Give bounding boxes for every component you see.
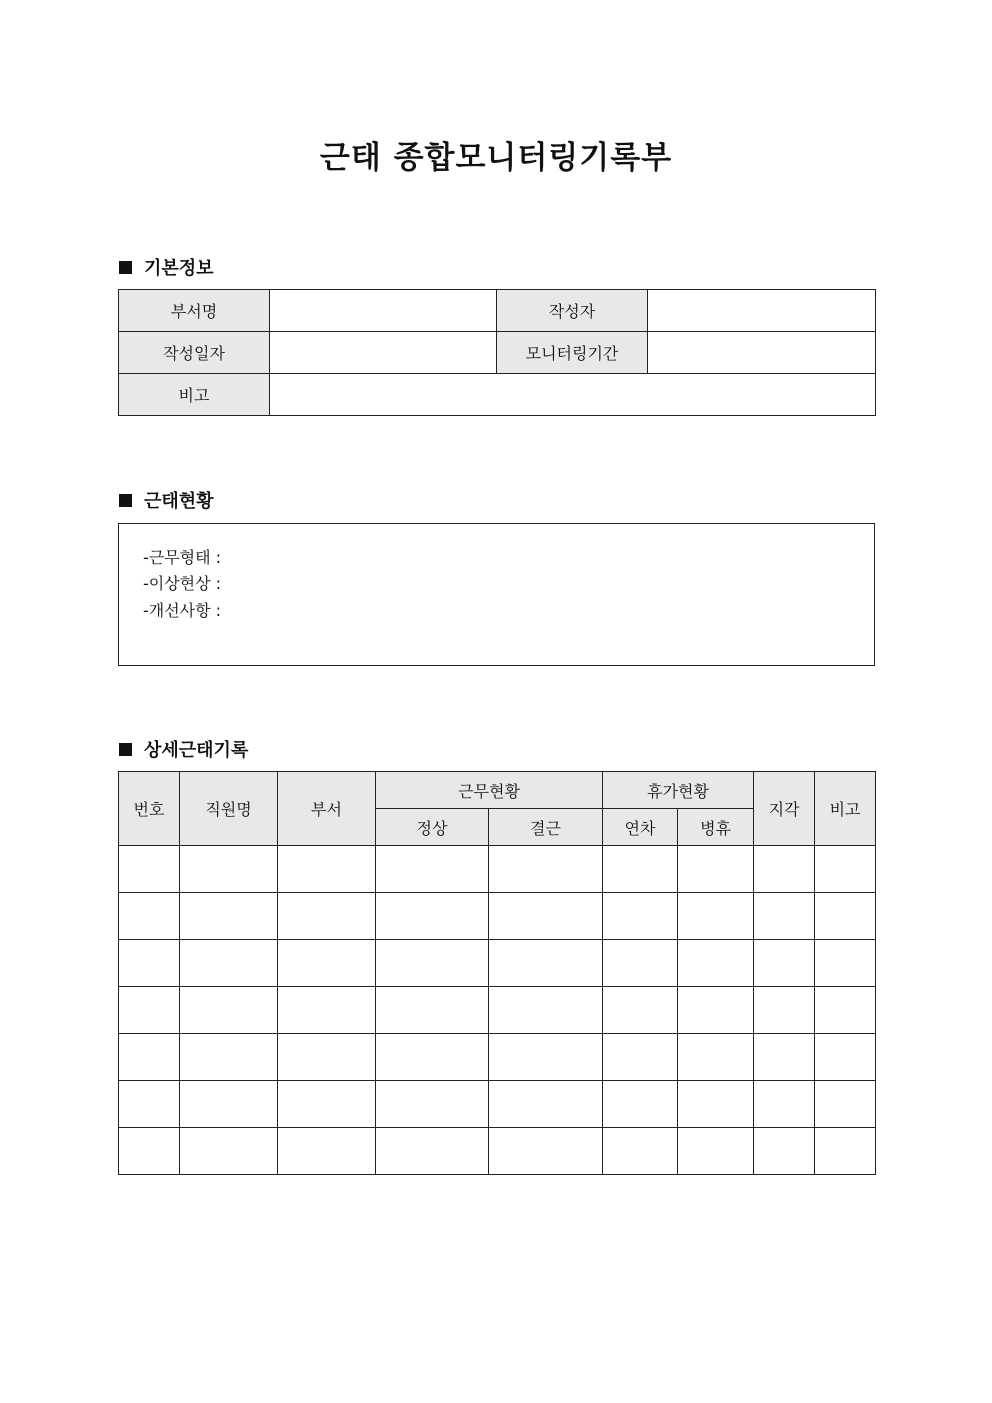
cell-sick[interactable] (678, 1081, 754, 1128)
table-row (119, 987, 876, 1034)
table-row (119, 846, 876, 893)
cell-absent[interactable] (489, 1081, 603, 1128)
table-row (119, 893, 876, 940)
cell-normal[interactable] (376, 1034, 489, 1081)
cell-absent[interactable] (489, 1034, 603, 1081)
header-dept: 부서 (278, 772, 376, 846)
cell-note[interactable] (815, 987, 876, 1034)
cell-no[interactable] (119, 987, 180, 1034)
header-sick: 병휴 (678, 809, 754, 846)
cell-absent[interactable] (489, 987, 603, 1034)
cell-late[interactable] (754, 940, 815, 987)
header-annual: 연차 (603, 809, 678, 846)
section-title-text: 상세근태기록 (144, 740, 249, 761)
cell-sick[interactable] (678, 987, 754, 1034)
cell-no[interactable] (119, 846, 180, 893)
cell-normal[interactable] (376, 940, 489, 987)
date-field[interactable] (270, 332, 497, 374)
cell-normal[interactable] (376, 846, 489, 893)
cell-name[interactable] (180, 987, 278, 1034)
cell-note[interactable] (815, 846, 876, 893)
period-field[interactable] (648, 332, 876, 374)
cell-name[interactable] (180, 1128, 278, 1175)
basic-info-table (118, 289, 876, 416)
cell-late[interactable] (754, 1128, 815, 1175)
page-title: 근태 종합모니터링기록부 (319, 140, 673, 176)
square-bullet-icon (119, 743, 132, 756)
header-work-status: 근무현황 (376, 772, 603, 809)
header-name: 직원명 (180, 772, 278, 846)
header-absent: 결근 (489, 809, 603, 846)
cell-no[interactable] (119, 1034, 180, 1081)
section-title-detail (119, 736, 248, 762)
cell-normal[interactable] (376, 987, 489, 1034)
dept-label: 부서명 (119, 290, 270, 332)
cell-normal[interactable] (376, 893, 489, 940)
cell-no[interactable] (119, 1128, 180, 1175)
writer-field[interactable] (648, 290, 876, 332)
cell-dept[interactable] (278, 893, 376, 940)
cell-absent[interactable] (489, 1128, 603, 1175)
section-title-text: 기본정보 (144, 258, 214, 279)
cell-dept[interactable] (278, 1128, 376, 1175)
table-row (119, 1128, 876, 1175)
section-title-text: 근태현황 (144, 491, 214, 512)
section-title-basic-info (119, 254, 214, 280)
cell-annual[interactable] (603, 1081, 678, 1128)
date-label: 작성일자 (119, 332, 270, 374)
cell-name[interactable] (180, 846, 278, 893)
cell-late[interactable] (754, 893, 815, 940)
table-row (119, 940, 876, 987)
cell-annual[interactable] (603, 940, 678, 987)
cell-annual[interactable] (603, 1128, 678, 1175)
cell-absent[interactable] (489, 846, 603, 893)
cell-name[interactable] (180, 1034, 278, 1081)
cell-annual[interactable] (603, 1034, 678, 1081)
note-field[interactable] (270, 374, 876, 416)
cell-note[interactable] (815, 940, 876, 987)
cell-dept[interactable] (278, 987, 376, 1034)
cell-sick[interactable] (678, 1128, 754, 1175)
writer-label: 작성자 (497, 290, 648, 332)
cell-late[interactable] (754, 987, 815, 1034)
cell-sick[interactable] (678, 940, 754, 987)
note-label: 비고 (119, 374, 270, 416)
cell-note[interactable] (815, 1128, 876, 1175)
cell-note[interactable] (815, 893, 876, 940)
table-row (119, 1081, 876, 1128)
cell-late[interactable] (754, 1034, 815, 1081)
cell-late[interactable] (754, 1081, 815, 1128)
status-line-improvement: -개선사항 : (143, 601, 222, 620)
cell-dept[interactable] (278, 1034, 376, 1081)
header-late: 지각 (754, 772, 815, 846)
cell-no[interactable] (119, 893, 180, 940)
cell-no[interactable] (119, 940, 180, 987)
cell-normal[interactable] (376, 1128, 489, 1175)
detail-table (118, 771, 876, 1175)
dept-field[interactable] (270, 290, 497, 332)
header-note: 비고 (815, 772, 876, 846)
status-box[interactable] (118, 523, 875, 666)
cell-sick[interactable] (678, 1034, 754, 1081)
cell-name[interactable] (180, 893, 278, 940)
status-line-anomaly: -이상현상 : (143, 574, 222, 593)
cell-late[interactable] (754, 846, 815, 893)
header-normal: 정상 (376, 809, 489, 846)
header-no: 번호 (119, 772, 180, 846)
cell-name[interactable] (180, 1081, 278, 1128)
cell-sick[interactable] (678, 893, 754, 940)
section-title-status (119, 487, 214, 513)
cell-no[interactable] (119, 1081, 180, 1128)
square-bullet-icon (119, 261, 132, 274)
cell-dept[interactable] (278, 846, 376, 893)
square-bullet-icon (119, 494, 132, 507)
cell-annual[interactable] (603, 987, 678, 1034)
cell-annual[interactable] (603, 846, 678, 893)
status-line-work-type: -근무형태 : (143, 548, 222, 567)
cell-absent[interactable] (489, 893, 603, 940)
period-label: 모니터링기간 (497, 332, 648, 374)
cell-note[interactable] (815, 1034, 876, 1081)
cell-absent[interactable] (489, 940, 603, 987)
table-row (119, 1034, 876, 1081)
cell-normal[interactable] (376, 1081, 489, 1128)
cell-name[interactable] (180, 940, 278, 987)
cell-dept[interactable] (278, 940, 376, 987)
cell-sick[interactable] (678, 846, 754, 893)
cell-note[interactable] (815, 1081, 876, 1128)
header-leave-status: 휴가현황 (603, 772, 754, 809)
cell-dept[interactable] (278, 1081, 376, 1128)
cell-annual[interactable] (603, 893, 678, 940)
